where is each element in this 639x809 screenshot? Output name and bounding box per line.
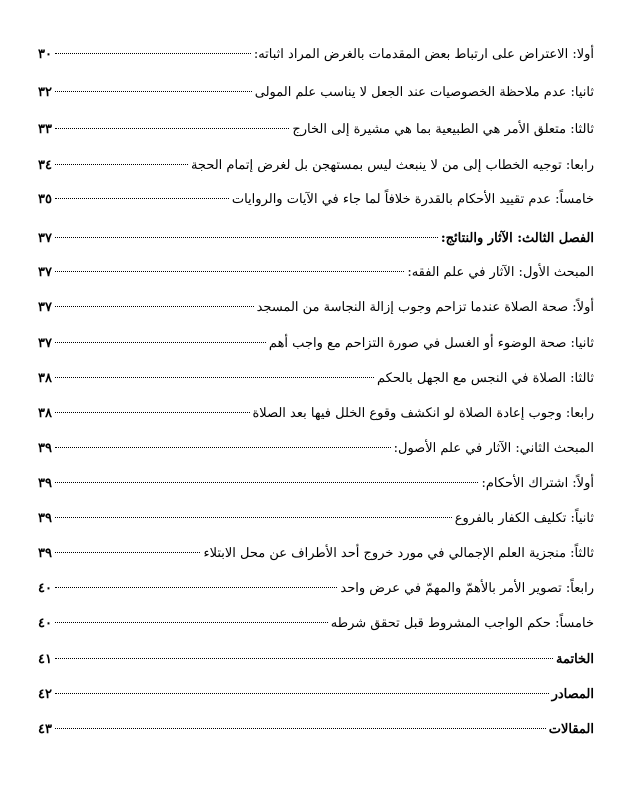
toc-entry-page: ٤٠ <box>38 581 52 596</box>
toc-entry-title: رابعا: توجيه الخطاب إلى من لا ينبعث ليس بمستهجن بل لغرض إتمام الحجة <box>190 158 594 173</box>
dot-leader <box>55 342 266 343</box>
toc-entry-page: ٣٢ <box>38 85 52 100</box>
toc-section <box>38 438 594 460</box>
dot-leader <box>55 728 546 729</box>
toc-entry-title: ثالثا: الصلاة في النجس مع الجهل بالحكم <box>377 371 594 386</box>
toc-entry-page: ٣٧ <box>38 300 52 315</box>
toc-entry-page: ٣٩ <box>38 476 52 491</box>
dot-leader <box>55 271 404 272</box>
dot-leader <box>55 306 254 307</box>
dot-leader <box>55 377 374 378</box>
toc-entry-page: ٣٤ <box>38 158 52 173</box>
toc-entry <box>38 155 594 177</box>
dot-leader <box>55 622 328 623</box>
toc-entry <box>38 44 594 66</box>
dot-leader <box>55 482 479 483</box>
dot-leader <box>55 164 188 165</box>
toc-section-title: المبحث الأول: الآثار في علم الفقه: <box>407 265 594 280</box>
toc-entry-title: رابعا: وجوب إعادة الصلاة لو انكشف وقوع الخلل فيها بعد الصلاة <box>252 406 594 421</box>
toc-chapter <box>38 684 594 706</box>
toc-entry-page: ٣٥ <box>38 192 52 207</box>
dot-leader <box>55 237 438 238</box>
toc-entry-title: ثالثاً: منجزية العلم الإجمالي في مورد خروج أحد الأطراف عن محل الابتلاء <box>203 546 594 561</box>
toc-entry <box>38 297 594 319</box>
toc-entry-page: ٣٨ <box>38 406 52 421</box>
toc-entry <box>38 189 594 211</box>
toc-entry-page: ٣٣ <box>38 122 52 137</box>
toc-entry-title: أولاً: صحة الصلاة عندما تزاحم وجوب إزالة النجاسة من المسجد <box>256 300 594 315</box>
toc-chapter-title: الخاتمة <box>555 652 594 667</box>
toc-entry-title: أولاً: اشتراك الأحكام: <box>481 476 594 491</box>
dot-leader <box>55 693 549 694</box>
toc-section-page: ٣٧ <box>38 265 52 280</box>
toc-chapter-title: المقالات <box>548 722 594 737</box>
toc-entry <box>38 578 594 600</box>
dot-leader <box>55 552 201 553</box>
toc-entry <box>38 82 594 104</box>
toc-section-title: المبحث الثاني: الآثار في علم الأصول: <box>393 441 594 456</box>
toc-entry-page: ٣٠ <box>38 47 52 62</box>
dot-leader <box>55 53 251 54</box>
toc-section-page: ٣٩ <box>38 441 52 456</box>
toc-entry-title: خامساً: حكم الواجب المشروط قبل تحقق شرطه <box>330 616 594 631</box>
toc-chapter-page: ٣٧ <box>38 231 52 246</box>
toc-entry-title: أولا: الاعتراض على ارتباط بعض المقدمات بالغرض المراد اثباته: <box>253 47 594 62</box>
toc-section <box>38 262 594 284</box>
toc-entry-title: خامساً: عدم تقييد الأحكام بالقدرة خلافاً لما جاء في الآيات والروايات <box>231 192 594 207</box>
toc-chapter <box>38 228 594 250</box>
toc-entry <box>38 473 594 495</box>
toc-chapter <box>38 649 594 671</box>
dot-leader <box>55 128 289 129</box>
toc-chapter-page: ٤٢ <box>38 687 52 702</box>
toc-entry <box>38 508 594 530</box>
toc-entry-page: ٣٩ <box>38 511 52 526</box>
toc-entry <box>38 613 594 635</box>
toc-entry <box>38 368 594 390</box>
toc-chapter <box>38 719 594 741</box>
dot-leader <box>55 198 229 199</box>
toc-entry-title: ثانيا: صحة الوضوء أو الغسل في صورة التزاحم مع واجب أهم <box>268 336 594 351</box>
toc-entry <box>38 403 594 425</box>
toc-entry <box>38 543 594 565</box>
toc-chapter-title: المصادر <box>551 687 594 702</box>
toc-entry-page: ٣٧ <box>38 336 52 351</box>
toc-entry <box>38 333 594 355</box>
toc-chapter-title: الفصل الثالث: الآثار والنتائج: <box>440 231 594 246</box>
dot-leader <box>55 587 337 588</box>
toc-entry-title: ثالثا: متعلق الأمر هي الطبيعية بما هي مشيرة إلى الخارج <box>292 122 594 137</box>
dot-leader <box>55 447 391 448</box>
toc-entry-title: رابعاً: تصوير الأمر بالأهمّ والمهمّ في عرض واحد <box>340 581 594 596</box>
toc-entry-title: ثانياً: تكليف الكفار بالفروع <box>454 511 594 526</box>
dot-leader <box>55 517 452 518</box>
dot-leader <box>55 658 553 659</box>
toc-entry-page: ٤٠ <box>38 616 52 631</box>
dot-leader <box>55 412 250 413</box>
toc-entry-title: ثانيا: عدم ملاحظة الخصوصيات عند الجعل لا يناسب علم المولى <box>254 85 594 100</box>
toc-chapter-page: ٤٣ <box>38 722 52 737</box>
toc-entry-page: ٣٩ <box>38 546 52 561</box>
toc-entry <box>38 119 594 141</box>
toc-entry-page: ٣٨ <box>38 371 52 386</box>
dot-leader <box>55 91 252 92</box>
toc-chapter-page: ٤١ <box>38 652 52 667</box>
